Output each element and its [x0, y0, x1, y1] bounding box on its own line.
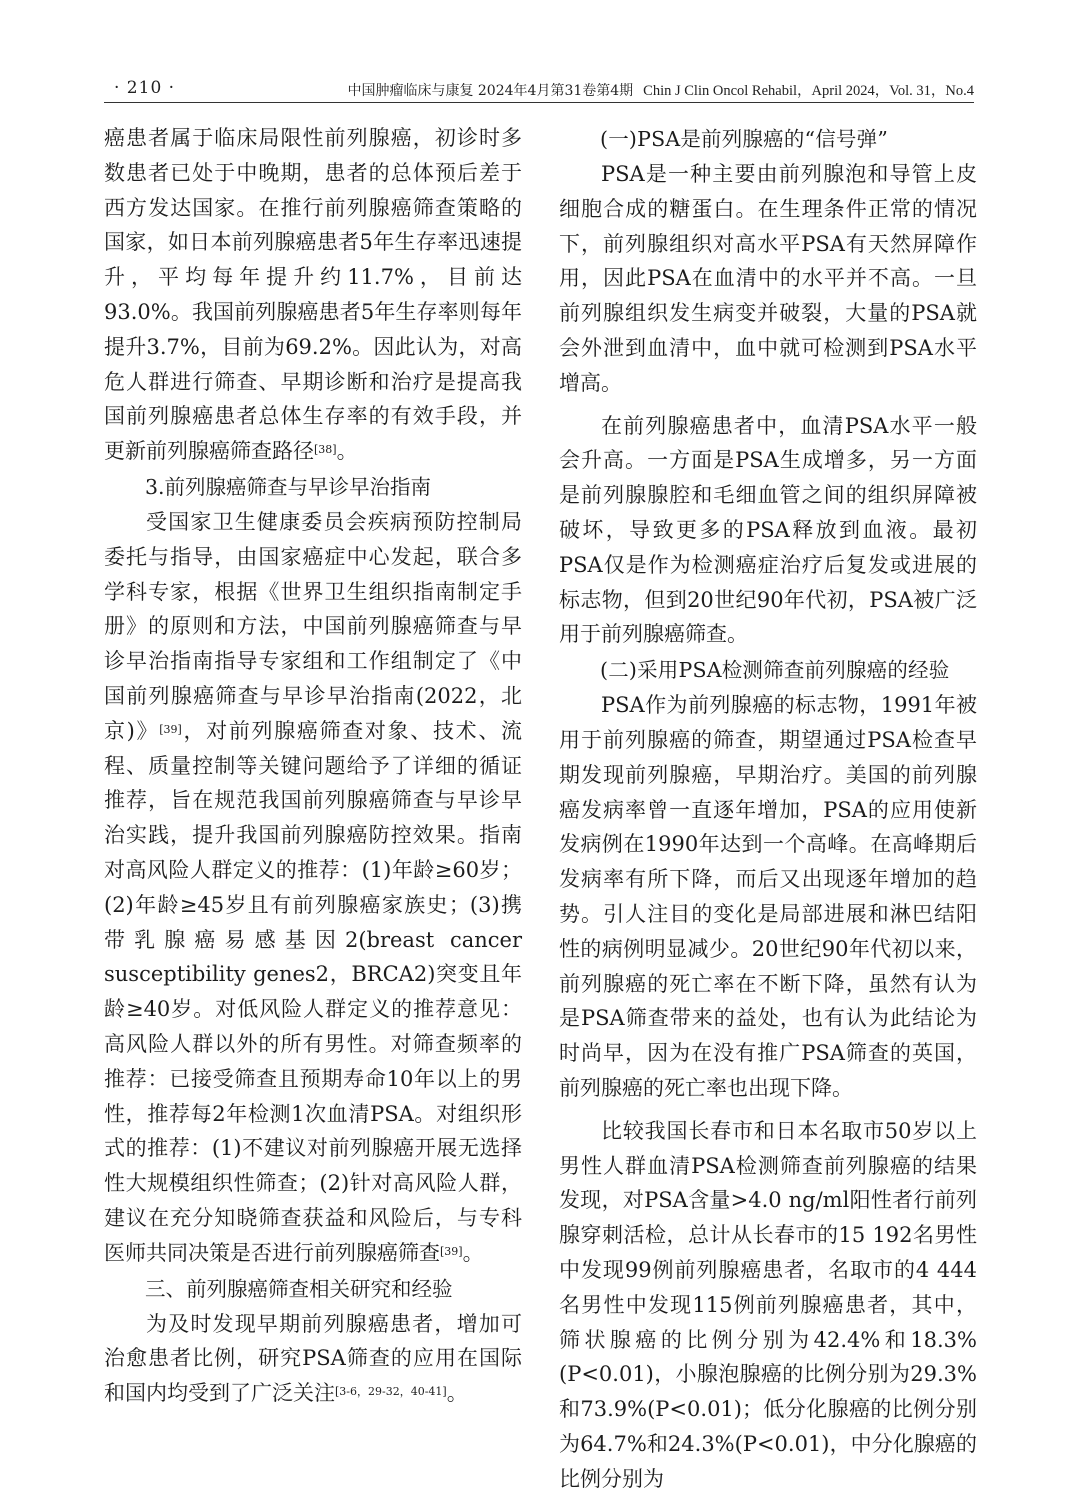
journal-title-en: Chin J Clin Oncol Rehabil，April 2024，Vol. 31，No.4	[643, 83, 974, 99]
right-column	[559, 121, 977, 1496]
paragraph-text: 为及时发现早期前列腺癌患者，增加可治愈患者比例，研究PSA筛查的应用在国际和国内均受到了广泛关注	[104, 1311, 522, 1406]
journal-title-cn: 中国肿瘤临床与康复 2024年4月第31卷第4期	[347, 83, 634, 99]
citation: [3-6，29-32，40-41]	[335, 1385, 447, 1399]
page-number: · 210 ·	[114, 78, 176, 98]
paragraph: 在前列腺癌患者中，血清PSA水平一般会升高。一方面是PSA生成增多，另一方面是前列腺腺腔和毛细血管之间的组织屏障被破坏，导致更多的PSA释放到血液。最初PSA仅是作为检测癌症治疗后复发或进展的标志物，但到20世纪90年代初，PSA被广泛用于前列腺癌筛查。	[559, 413, 977, 647]
journal-info	[347, 79, 974, 100]
paragraph: PSA作为前列腺癌的标志物，1991年被用于前列腺癌的筛查，期望通过PSA检查早期发现前列腺癌，早期治疗。美国的前列腺癌发病率曾一直逐年增加，PSA的应用使新发病例在1990年达到一个高峰。在高峰期后发病率有所下降，而后又出现逐年增加的趋势。引人注目的变化是局部进展和淋巴结阳性的病例明显减少。20世纪90年代初以来，前列腺癌的死亡率在不断下降，虽然有认为是PSA筛查带来的益处，也有认为此结论为时尚早，因为在没有推广PSA筛查的英国，前列腺癌的死亡率也出现下降。	[559, 693, 977, 1100]
citation: [39]	[159, 722, 182, 736]
paragraph: 比较我国长春市和日本名取市50岁以上男性人群血清PSA检测筛查前列腺癌的结果发现，对PSA含量>4.0 ng/ml阳性者行前列腺穿刺活检，总计从长春市的15 192名男性中发现99例前列腺癌患者，名取市的4 444名男性中发现115例前列腺癌患者，其中，筛状腺癌的比例分别为42.4%和18.3%(P<0.01)，小腺泡腺癌的比例分别为29.3%和73.9%(P<0.01)；低分化腺癌的比例分别为64.7%和24.3%(P<0.01)，中分化腺癌的比例分别为	[559, 1118, 977, 1491]
paragraph	[104, 1307, 522, 1411]
citation: [39]	[440, 1244, 463, 1258]
paragraph: PSA是一种主要由前列腺泡和导管上皮细胞合成的糖蛋白。在生理条件正常的情况下，前列腺组织对高水平PSA有天然屏障作用，因此PSA在血清中的水平并不高。一旦前列腺组织发生病变并破裂，大量的PSA就会外泄到血清中，血中就可检测到PSA水平增高。	[559, 162, 977, 395]
paragraph	[104, 505, 522, 1271]
subsection-heading: (二)采用PSA检测筛查前列腺癌的经验	[600, 658, 950, 683]
running-header	[104, 76, 974, 103]
paragraph-end: 。	[462, 1240, 484, 1265]
paragraph	[104, 121, 522, 469]
paragraph-text: 受国家卫生健康委员会疾病预防控制局委托与指导，由国家癌症中心发起，联合多学科专家，根据《世界卫生组织指南制定手册》的原则和方法，中国前列腺癌筛查与早诊早治指南指导专家组和工作组制定了《中国前列腺癌筛查与早诊早治指南(2022，北京)》	[104, 509, 522, 743]
paragraph-end: 。	[446, 1381, 468, 1406]
subsection-heading: (一)PSA是前列腺癌的“信号弹”	[600, 127, 888, 151]
paragraph-end: 。	[336, 439, 358, 464]
left-column	[104, 121, 522, 1411]
citation: [38]	[314, 443, 337, 457]
section-heading: 三、前列腺癌筛查相关研究和经验	[145, 1276, 453, 1301]
paragraph-text: 癌患者属于临床局限性前列腺癌，初诊时多数患者已处于中晚期，患者的总体预后差于西方发达国家。在推行前列腺癌筛查策略的国家，如日本前列腺癌患者5年生存率迅速提升，平均每年提升约11.7%，目前达93.0%。我国前列腺癌患者5年生存率则每年提升3.7%，目前为69.2%。因此认为，对高危人群进行筛查、早期诊断和治疗是提高我国前列腺癌患者总体生存率的有效手段，并更新前列腺癌筛查路径	[104, 126, 522, 464]
paragraph-text: ，对前列腺癌筛查对象、技术、流程、质量控制等关键问题给予了详细的循证推荐，旨在规范我国前列腺癌筛查与早诊早治实践，提升我国前列腺癌防控效果。指南对高风险人群定义的推荐：(1)年龄≥60岁；(2)年龄≥45岁且有前列腺癌家族史；(3)携带乳腺癌易感基因2(breast cancer susceptibility genes2，BRCA2)突变且年龄≥40岁。对低风险人群定义的推荐意见：高风险人群以外的所有男性。对筛查频率的推荐：已接受筛查且预期寿命10年以上的男性，推荐每2年检测1次血清PSA。对组织形式的推荐：(1)不建议对前列腺癌开展无选择性大规模组织性筛查；(2)针对高风险人群，建议在充分知晓筛查获益和风险后，与专科医师共同决策是否进行前列腺癌筛查	[104, 718, 522, 1265]
section-heading: 3.前列腺癌筛查与早诊早治指南	[145, 474, 432, 499]
